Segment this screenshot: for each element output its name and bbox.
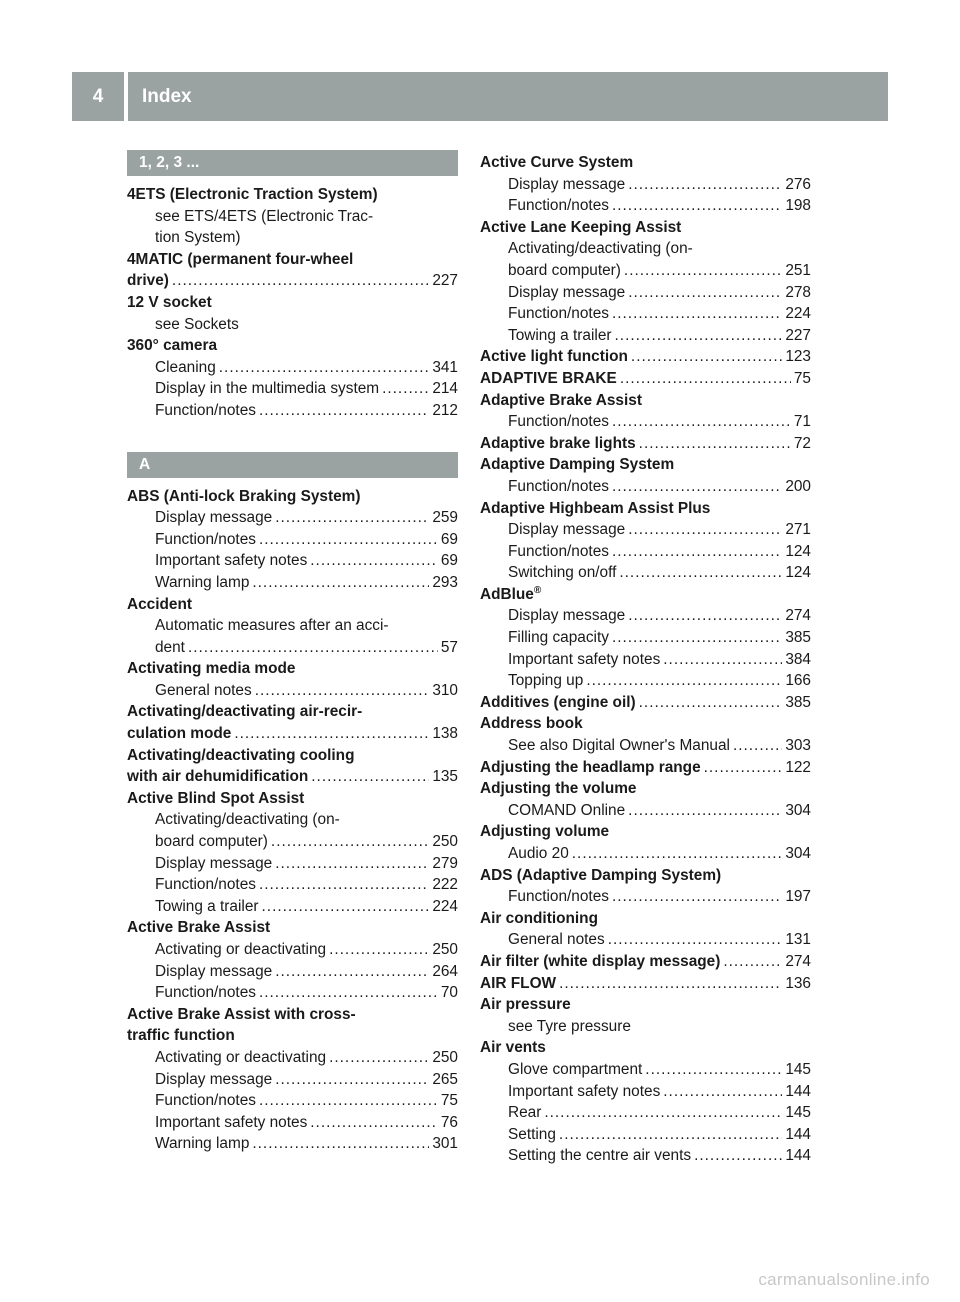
page-ref: 341: [432, 358, 458, 376]
index-entry: [480, 757, 811, 779]
index-term: Accident: [127, 595, 192, 613]
subentry-label: Display message: [155, 962, 273, 980]
leader-dots: [612, 411, 791, 433]
subentry-label: Display message: [155, 1070, 273, 1088]
subentry-label: Function/notes: [508, 477, 609, 495]
index-term: drive): [127, 272, 169, 290]
page-ref: 222: [432, 876, 458, 894]
index-term: ADS (Adaptive Damping System): [480, 866, 722, 884]
watermark: carmanualsonline.info: [758, 1270, 930, 1289]
subentry-label: Function/notes: [508, 305, 609, 323]
index-subentry: [480, 174, 811, 196]
leader-dots: [252, 1133, 429, 1155]
subentry-label: Switching on/off: [508, 564, 617, 582]
leader-dots: [219, 357, 430, 379]
page-ref: 250: [432, 1048, 458, 1066]
index-entry: [480, 692, 811, 714]
index-term: Adjusting volume: [480, 823, 610, 841]
index-term: Active light function: [480, 348, 628, 366]
leader-dots: [608, 929, 783, 951]
leader-dots: [188, 637, 438, 659]
index-term: Additives (engine oil): [480, 693, 636, 711]
index-subentry: [127, 961, 458, 983]
subentry-label: Towing a trailer: [508, 326, 612, 344]
subentry-label: Activating/deactivating (on-: [508, 240, 693, 258]
subentry-label: Filling capacity: [508, 629, 609, 647]
page-number: 4: [92, 85, 104, 107]
index-see-reference: tion System): [155, 229, 241, 247]
subentry-label: Important safety notes: [508, 1082, 661, 1100]
page-ref: 304: [785, 801, 811, 819]
page-ref: 124: [785, 542, 811, 560]
subentry-label: Activating or deactivating: [155, 941, 327, 958]
index-subentry: [480, 541, 811, 563]
subentry-label: COMAND Online: [508, 801, 626, 819]
index-subentry: [480, 1102, 811, 1124]
index-subentry: [480, 1081, 811, 1103]
subentry-label: Display message: [155, 509, 273, 527]
subentry-label: Display message: [508, 607, 626, 625]
index-see-reference: see Tyre pressure: [508, 1017, 631, 1035]
leader-dots: [262, 896, 430, 918]
subentry-label: Rear: [508, 1104, 542, 1122]
leader-dots: [259, 1090, 438, 1112]
subentry-label: General notes: [155, 681, 252, 699]
index-subentry: [480, 303, 811, 325]
index-term: Air pressure: [480, 996, 571, 1014]
leader-dots: [586, 670, 782, 692]
index-subentry: [127, 853, 458, 875]
index-term: Adaptive brake lights: [480, 434, 636, 452]
index-entry: [480, 951, 811, 973]
index-entry: [480, 433, 811, 455]
page-ref: 138: [432, 725, 458, 743]
page-ref: 384: [785, 650, 811, 668]
index-subentry: [127, 400, 458, 422]
page-ref: 274: [785, 607, 811, 625]
leader-dots: [628, 800, 782, 822]
page-ref: 301: [432, 1135, 458, 1153]
leader-dots: [234, 723, 429, 745]
page-ref: 76: [440, 1113, 458, 1131]
index-subentry: [127, 939, 458, 961]
leader-dots: [259, 400, 429, 422]
subentry-label: board computer): [155, 833, 268, 851]
leader-dots: [329, 939, 429, 961]
page-ref: 71: [793, 413, 811, 431]
index-subentry: [480, 195, 811, 217]
subentry-label: Automatic measures after an acci-: [155, 617, 389, 635]
index-subentry: [127, 572, 458, 594]
leader-dots: [619, 562, 782, 584]
page-ref: 144: [785, 1082, 811, 1100]
page-ref: 250: [432, 833, 458, 851]
page-ref: 145: [785, 1060, 811, 1078]
page-ref: 259: [432, 509, 458, 527]
page-ref: 274: [785, 952, 811, 970]
subentry-label: Function/notes: [508, 197, 609, 215]
index-term: Adjusting the volume: [480, 780, 637, 798]
index-subentry: [480, 670, 811, 692]
index-subentry: [480, 1124, 811, 1146]
leader-dots: [694, 1145, 782, 1167]
subentry-label: See also Digital Owner's Manual: [508, 737, 730, 755]
index-see-reference: see Sockets: [155, 315, 239, 333]
subentry-label: General notes: [508, 931, 605, 949]
leader-dots: [615, 325, 783, 347]
index-term: Adjusting the headlamp range: [480, 758, 701, 776]
page-ref: 303: [785, 737, 811, 755]
subentry-label: Warning lamp: [155, 573, 250, 591]
leader-dots: [310, 550, 438, 572]
page-ref: 278: [785, 283, 811, 301]
index-subentry: [480, 325, 811, 347]
leader-dots: [259, 874, 429, 896]
index-term: Activating/deactivating cooling: [127, 746, 355, 764]
page-ref: 69: [440, 552, 458, 570]
leader-dots: [329, 1047, 429, 1069]
page-ref: 69: [440, 530, 458, 548]
leader-dots: [252, 572, 429, 594]
subentry-label: Function/notes: [155, 876, 256, 894]
page-ref: 224: [785, 305, 811, 323]
subentry-label: Important safety notes: [508, 650, 661, 668]
index-subentry: [127, 507, 458, 529]
leader-dots: [544, 1102, 782, 1124]
page-ref: 293: [432, 573, 458, 591]
page-ref: 72: [793, 434, 811, 452]
page-ref: 145: [785, 1104, 811, 1122]
leader-dots: [628, 519, 782, 541]
leader-dots: [382, 378, 429, 400]
page-ref: 385: [785, 693, 811, 711]
page-ref: 271: [785, 521, 811, 539]
index-subentry: [480, 1059, 811, 1081]
page-ref: 197: [785, 888, 811, 906]
leader-dots: [612, 627, 782, 649]
leader-dots: [663, 1081, 782, 1103]
page-ref: 227: [432, 272, 458, 290]
index-subentry: [127, 378, 458, 400]
index-subentry: [480, 735, 811, 757]
page-ref: 70: [440, 984, 458, 1002]
index-term: Air vents: [480, 1039, 546, 1057]
leader-dots: [612, 303, 782, 325]
leader-dots: [271, 831, 429, 853]
subentry-label: Function/notes: [508, 413, 609, 431]
leader-dots: [559, 1124, 782, 1146]
index-subentry: [127, 637, 458, 659]
subentry-label: Display message: [155, 854, 273, 872]
subentry-label: Towing a trailer: [155, 897, 259, 915]
page-ref: 198: [785, 197, 811, 215]
page-ref: 75: [440, 1092, 458, 1110]
index-term: Active Lane Keeping Assist: [480, 218, 682, 236]
leader-dots: [631, 346, 782, 368]
subentry-label: Setting: [508, 1125, 556, 1143]
index-subentry: [480, 260, 811, 282]
section-heading-a: A: [127, 452, 458, 478]
leader-dots: [624, 260, 782, 282]
page-ref: 144: [785, 1125, 811, 1143]
index-term: culation mode: [127, 725, 232, 743]
leader-dots: [275, 1069, 429, 1091]
page-header: [72, 72, 888, 121]
subentry-label: Audio 20: [508, 845, 569, 862]
index-subentry: [127, 831, 458, 853]
index-column-right: [480, 152, 811, 1167]
section-heading-numbers: 1, 2, 3 ...: [127, 150, 458, 176]
index-term: Adaptive Highbeam Assist Plus: [480, 499, 711, 517]
index-column-left: [127, 150, 458, 1155]
page-ref: 122: [785, 758, 811, 776]
leader-dots: [275, 507, 429, 529]
index-subentry: [127, 1112, 458, 1134]
header-divider: [124, 72, 128, 121]
subentry-label: dent: [155, 638, 185, 656]
page-ref: 131: [785, 931, 811, 949]
leader-dots: [723, 951, 782, 973]
index-see-reference: see ETS/4ETS (Electronic Trac-: [155, 207, 374, 225]
page-ref: 136: [785, 974, 811, 992]
index-subentry: [480, 562, 811, 584]
leader-dots: [704, 757, 783, 779]
subentry-label: Display message: [508, 175, 626, 193]
leader-dots: [311, 766, 429, 788]
index-subentry: [127, 896, 458, 918]
registered-mark: ®: [533, 584, 542, 596]
leader-dots: [275, 853, 429, 875]
index-term: Activating media mode: [127, 660, 296, 678]
leader-dots: [639, 692, 783, 714]
subentry-label: Important safety notes: [155, 552, 308, 570]
index-term: Adaptive Brake Assist: [480, 391, 642, 409]
page-ref: 251: [785, 261, 811, 279]
subentry-label: Glove compartment: [508, 1060, 643, 1078]
index-subentry: [480, 282, 811, 304]
subentry-label: Display in the multimedia system: [155, 380, 380, 398]
leader-dots: [255, 680, 430, 702]
leader-dots: [612, 886, 782, 908]
index-term-text: AdBlue: [480, 585, 534, 603]
index-subentry: [480, 627, 811, 649]
page-ref: 144: [785, 1147, 811, 1165]
leader-dots: [572, 843, 783, 865]
index-subentry: [127, 357, 458, 379]
index-subentry: [127, 1133, 458, 1155]
index-term: Active Brake Assist with cross-: [127, 1005, 356, 1023]
subentry-label: Function/notes: [508, 542, 609, 560]
index-subentry: [480, 519, 811, 541]
subentry-label: Topping up: [508, 672, 584, 690]
page-ref: 200: [785, 477, 811, 495]
index-subentry: [480, 605, 811, 627]
index-term: Activating/deactivating air-recir-: [127, 703, 363, 721]
page-ref: 276: [785, 175, 811, 193]
subentry-label: board computer): [508, 261, 621, 279]
subentry-label: Cleaning: [155, 358, 216, 376]
index-entry: [480, 346, 811, 368]
leader-dots: [612, 476, 782, 498]
page-ref: 124: [785, 564, 811, 582]
index-term: 360° camera: [127, 337, 218, 355]
leader-dots: [275, 961, 429, 983]
page-ref: 264: [432, 962, 458, 980]
subentry-label: Activating or deactivating: [155, 1048, 327, 1066]
page-title: Index: [142, 85, 192, 107]
index-entry: [127, 766, 458, 788]
page-ref: 135: [432, 768, 458, 786]
page-ref: 250: [432, 941, 458, 958]
index-subentry: [480, 411, 811, 433]
page-ref: 212: [432, 401, 458, 419]
index-term: AIR FLOW: [480, 974, 557, 992]
index-term: Adaptive Damping System: [480, 456, 675, 474]
index-term: Air filter (white display message): [480, 952, 721, 970]
index-term: Active Blind Spot Assist: [127, 789, 305, 807]
subentry-label: Function/notes: [508, 888, 609, 906]
leader-dots: [620, 368, 791, 390]
page-ref: 227: [785, 326, 811, 344]
page-ref: 57: [440, 638, 458, 656]
index-term: Active Curve System: [480, 154, 634, 171]
leader-dots: [628, 282, 782, 304]
index-subentry: [127, 550, 458, 572]
leader-dots: [172, 270, 429, 292]
index-subentry: [127, 680, 458, 702]
leader-dots: [628, 174, 782, 196]
index-subentry: [480, 929, 811, 951]
index-entry: [480, 368, 811, 390]
page-ref: 304: [785, 845, 811, 862]
leader-dots: [639, 433, 791, 455]
index-subentry: [127, 1047, 458, 1069]
page-ref: 214: [432, 380, 458, 398]
index-term: 4ETS (Electronic Traction System): [127, 186, 378, 203]
index-subentry: [127, 1069, 458, 1091]
index-subentry: [127, 874, 458, 896]
leader-dots: [612, 195, 782, 217]
leader-dots: [733, 735, 782, 757]
subentry-label: Function/notes: [155, 530, 256, 548]
subentry-label: Function/notes: [155, 401, 256, 419]
index-subentry: [480, 886, 811, 908]
index-term: Address book: [480, 715, 583, 733]
index-subentry: [480, 800, 811, 822]
leader-dots: [663, 649, 782, 671]
index-entry: [127, 723, 458, 745]
page-ref: 123: [785, 348, 811, 366]
page-ref: 166: [785, 672, 811, 690]
page-ref: 279: [432, 854, 458, 872]
leader-dots: [628, 605, 782, 627]
leader-dots: [310, 1112, 438, 1134]
index-term: [480, 584, 811, 606]
leader-dots: [259, 982, 438, 1004]
subentry-label: Activating/deactivating (on-: [155, 811, 340, 829]
page-ref: 265: [432, 1070, 458, 1088]
index-subentry: [480, 649, 811, 671]
index-entry: [127, 270, 458, 292]
page-ref: 385: [785, 629, 811, 647]
index-term: 4MATIC (permanent four-wheel: [127, 250, 354, 268]
index-subentry: [480, 476, 811, 498]
index-subentry: [127, 529, 458, 551]
index-term: ADAPTIVE BRAKE: [480, 369, 617, 387]
subentry-label: Function/notes: [155, 1092, 256, 1110]
subentry-label: Function/notes: [155, 984, 256, 1002]
index-term: 12 V socket: [127, 293, 212, 311]
index-term: ABS (Anti-lock Braking System): [127, 487, 361, 505]
index-term: Active Brake Assist: [127, 919, 271, 937]
subentry-label: Important safety notes: [155, 1113, 308, 1131]
index-subentry: [480, 843, 811, 865]
leader-dots: [559, 973, 782, 995]
leader-dots: [612, 541, 782, 563]
subentry-label: Setting the centre air vents: [508, 1147, 692, 1165]
index-term: Air conditioning: [480, 909, 598, 927]
index-term: with air dehumidification: [127, 768, 309, 786]
page-ref: 224: [432, 897, 458, 915]
leader-dots: [645, 1059, 782, 1081]
index-subentry: [127, 982, 458, 1004]
index-term: traffic function: [127, 1027, 235, 1045]
index-subentry: [480, 1145, 811, 1167]
page-ref: 310: [432, 681, 458, 699]
subentry-label: Display message: [508, 521, 626, 539]
index-subentry: [127, 1090, 458, 1112]
index-entry: [480, 973, 811, 995]
page-ref: 75: [793, 369, 811, 387]
leader-dots: [259, 529, 438, 551]
subentry-label: Display message: [508, 283, 626, 301]
subentry-label: Warning lamp: [155, 1135, 250, 1153]
